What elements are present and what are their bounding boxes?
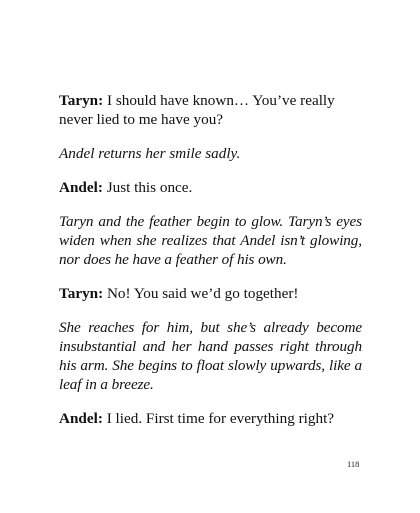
script-text xyxy=(59,91,362,443)
dialogue-line xyxy=(59,178,362,197)
dialogue-line xyxy=(59,91,362,129)
dialogue-line xyxy=(59,284,362,303)
dialogue-text: Just this once. xyxy=(106,179,193,196)
stage-direction: Andel returns her smile sadly. xyxy=(59,145,241,162)
stage-direction: She reaches for him, but she’s already become insubstantial and her hand passes right through his arm. She begins to float slowly upwards, like a leaf in a breeze. xyxy=(59,319,362,393)
speaker-name: Taryn: xyxy=(59,92,104,109)
stage-direction: Taryn and the feather begin to glow. Taryn’s eyes widen when she realizes that Andel isn’t glowing, nor does he have a feather of his own. xyxy=(59,213,362,268)
dialogue-text: No! You said we’d go together! xyxy=(106,285,299,302)
speaker-name: Andel: xyxy=(59,179,103,196)
speaker-name: Taryn: xyxy=(59,285,104,302)
page-number: 118 xyxy=(347,459,360,469)
dialogue-line xyxy=(59,409,362,428)
dialogue-text: I should have known… You’ve really never lied to me have you? xyxy=(59,92,335,128)
speaker-name: Andel: xyxy=(59,410,103,427)
dialogue-text: I lied. First time for everything right? xyxy=(106,410,335,427)
